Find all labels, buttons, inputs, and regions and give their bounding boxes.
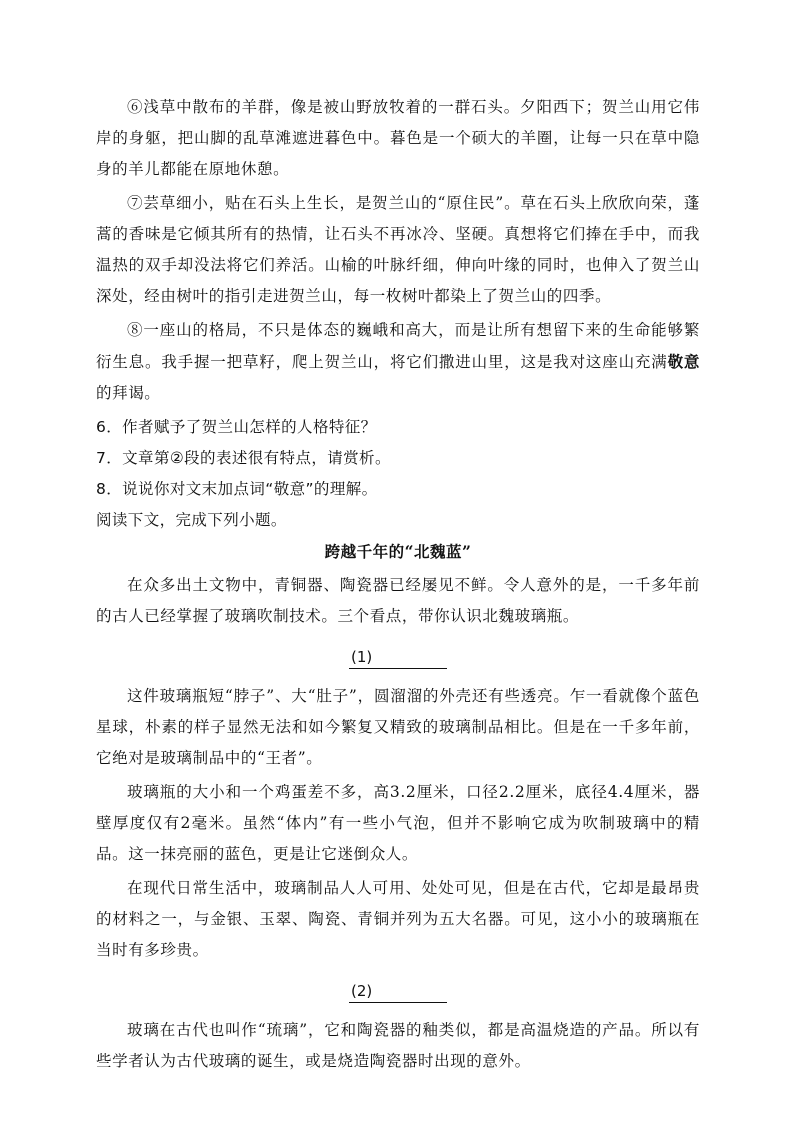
paragraph-8-text: ⑧一座山的格局，不只是体态的巍峨和高大，而是让所有想留下来的生命能够繁衍生息。我手握一把草籽，爬上贺兰山，将它们撒进山里，这是我对这座山充满 (96, 321, 700, 371)
section-2-blank[interactable]: (2) (349, 980, 447, 1003)
section-2-paragraph-1: 玻璃在古代也叫作“琉璃”，它和陶瓷器的釉类似，都是高温烧造的产品。所以有些学者认为古代玻璃的诞生，或是烧造陶瓷器时出现的意外。 (96, 1021, 700, 1070)
section-1-paragraph-3: 在现代日常生活中，玻璃制品人人可用、处处可见，但是在古代，它却是最昂贵的材料之一，与金银、玉翠、陶瓷、青铜并列为五大名器。可见，这小小的玻璃瓶在当时有多珍贵。 (96, 879, 700, 959)
emphasized-word: 敬意 (667, 352, 700, 371)
section-1-paragraph-2: 玻璃瓶的大小和一个鸡蛋差不多，高3.2厘米，口径2.2厘米，底径4.4厘米，器壁厚度仅有2毫米。虽然“体内”有一些小气泡，但并不影响它成为吹制玻璃中的精品。这一抹亮丽的蓝色，更是让它迷倒众人。 (96, 783, 700, 863)
paragraph-7: ⑦芸草细小，贴在石头上生长，是贺兰山的“原住民”。草在石头上欣欣向荣，蓬蒿的香味是它倾其所有的热情，让石头不再冰冷、坚硬。真想将它们捧在手中，而我温热的双手却没法将它们养活。山榆的叶脉纤细，伸向叶缘的同时，也伸入了贺兰山深处，经由树叶的指引走进贺兰山，每一枚树叶都染上了贺兰山的四季。 (96, 194, 700, 305)
question-7: 7．文章第②段的表述很有特点，请赏析。 (96, 449, 391, 467)
section-1-heading (96, 646, 700, 669)
section-1-paragraph-1: 这件玻璃瓶短“脖子”、大“肚子”，圆溜溜的外壳还有些透亮。乍一看就像个蓝色星球，朴素的样子显然无法和如今繁复又精致的玻璃制品相比。但是在一千多年前，它绝对是玻璃制品中的“王者”。 (96, 687, 700, 767)
question-8: 8．说说你对文末加点词“敬意”的理解。 (96, 480, 378, 498)
document-page (96, 92, 700, 1080)
paragraph-8 (96, 315, 700, 409)
paragraph-6: ⑥浅草中散布的羊群，像是被山野放牧着的一群石头。夕阳西下；贺兰山用它伟岸的身躯，把山脚的乱草滩遮进暮色中。暮色是一个硕大的羊圈，让每一只在草中隐身的羊儿都能在原地休憩。 (96, 98, 700, 178)
paragraph-8-end: 的拜谒。 (96, 384, 161, 402)
article-intro: 在众多出土文物中，青铜器、陶瓷器已经屡见不鲜。令人意外的是，一千多年前的古人已经掌握了玻璃吹制技术。三个看点，带你认识北魏玻璃瓶。 (96, 576, 700, 625)
article-title: 跨越千年的“北魏蓝” (324, 542, 472, 561)
question-6: 6．作者赋予了贺兰山怎样的人格特征？ (96, 418, 377, 436)
reading-instruction: 阅读下文，完成下列小题。 (96, 511, 287, 529)
section-2-heading (96, 980, 700, 1003)
section-1-blank[interactable]: (1) (349, 646, 447, 669)
